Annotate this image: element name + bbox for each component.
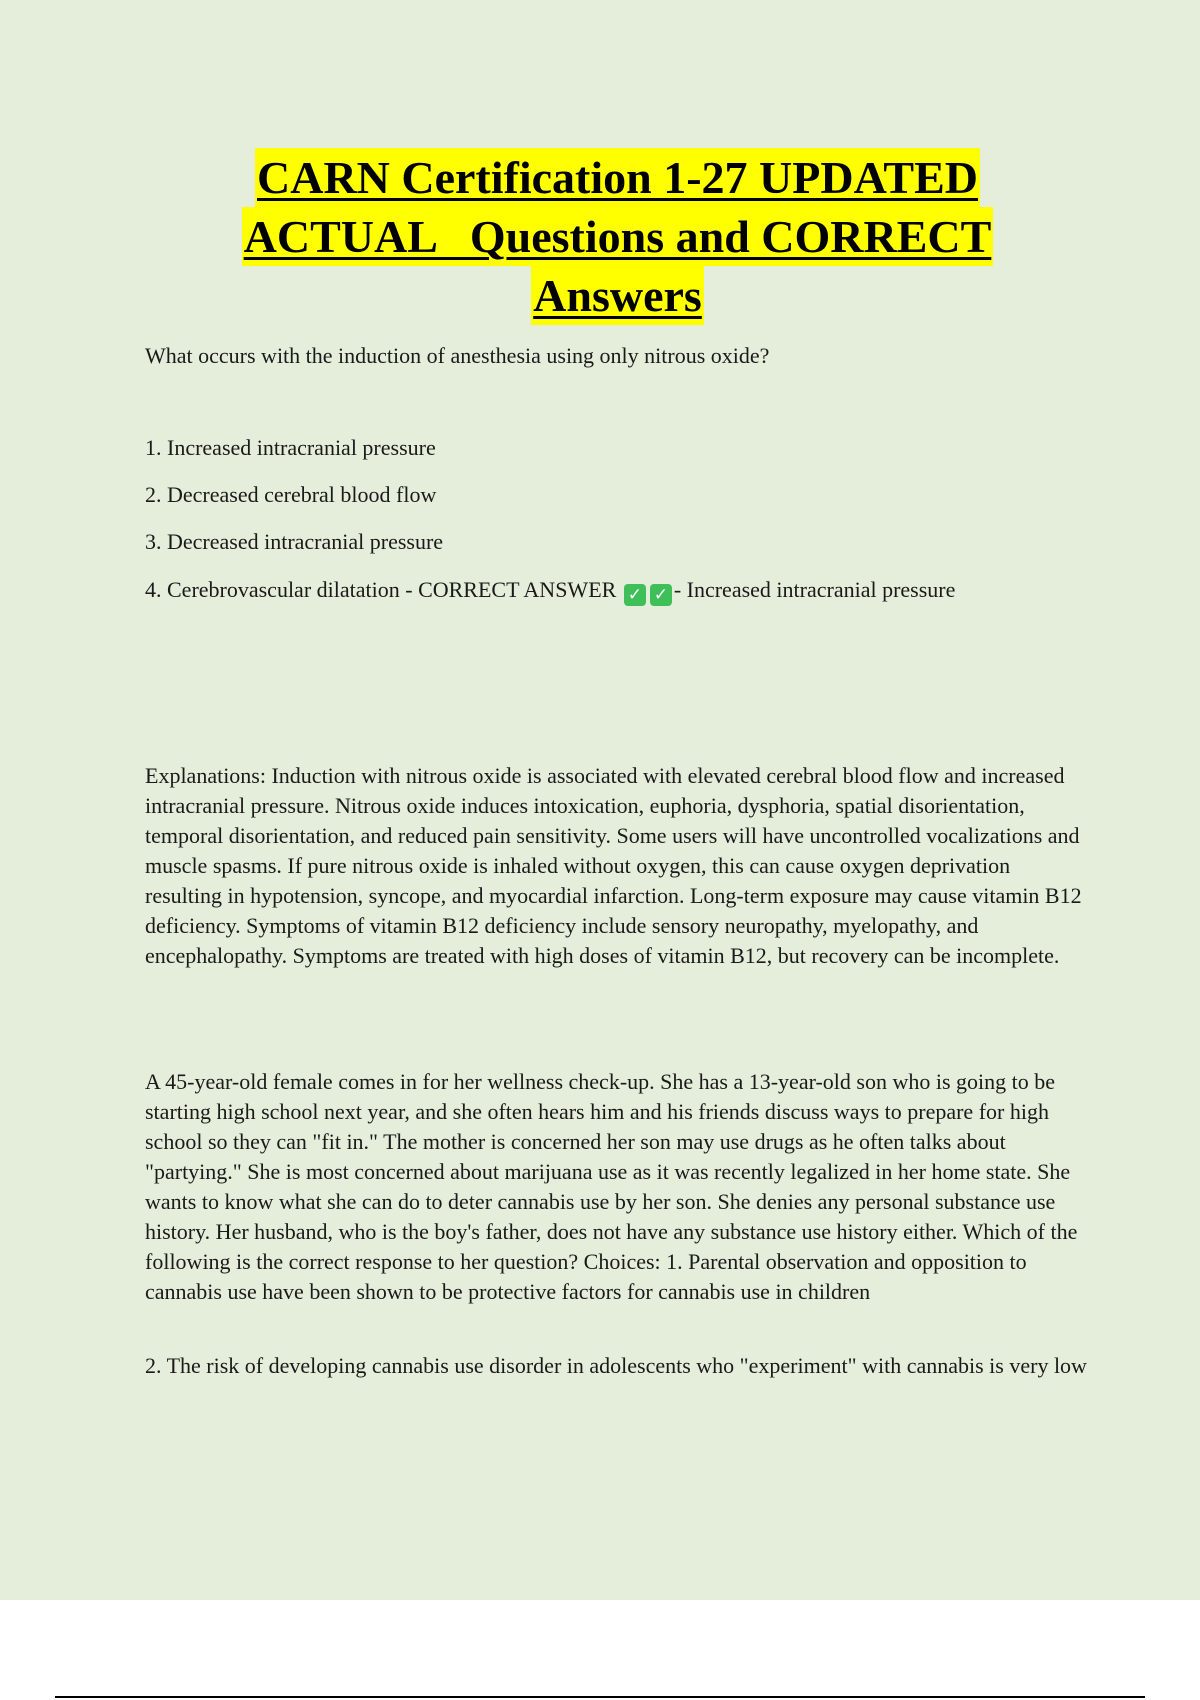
question-2-option-2: 2. The risk of developing cannabis use disorder in adolescents who "experiment" with cannabis is very low — [145, 1353, 1087, 1378]
title-line-1: CARN Certification 1-27 UPDATED — [255, 148, 980, 207]
question-1-option-1: 1. Increased intracranial pressure — [145, 435, 436, 460]
question-1-explanation: Explanations: Induction with nitrous oxide is associated with elevated cerebral blood flow and increased intracranial pressure. Nitrous oxide induces intoxication, euphoria, dysphoria, spatial disorientation, temporal disorientation, and reduced pain sensitivity. Some users will have uncontrolled vocalizations and muscle spasms. If pure nitrous oxide is inhaled without oxygen, this can cause oxygen deprivation resulting in hypotension, syncope, and myocardial infarction. Long-term exposure may cause vitamin B12 deficiency. Symptoms of vitamin B12 deficiency include sensory neuropathy, myelopathy, and encephalopathy. Symptoms are treated with high doses of vitamin B12, but recovery can be incomplete. — [145, 763, 1082, 968]
correct-answer-text: - Increased intracranial pressure — [673, 577, 956, 602]
question-1-text: What occurs with the induction of anesthesia using only nitrous oxide? — [145, 343, 770, 368]
option-4-text: 4. Cerebrovascular dilatation - CORRECT ANSWER — [145, 577, 617, 602]
document-title — [145, 148, 1090, 325]
title-line-2: ACTUAL Questions and CORRECT — [242, 207, 994, 266]
question-1-option-3: 3. Decreased intracranial pressure — [145, 529, 444, 554]
title-line-3: Answers — [531, 266, 704, 325]
question-2-text: A 45-year-old female comes in for her wellness check-up. She has a 13-year-old son who is going to be starting high school next year, and she often hears him and his friends discuss ways to prepare for high school so they can "fit in." The mother is concerned her son may use drugs as he often talks about "partying." She is most concerned about marijuana use as it was recently legalized in her home state. She wants to know what she can do to deter cannabis use by her son. She denies any personal substance use history. Her husband, who is the boy's father, does not have any substance use history either. Which of the following is the correct response to her question? Choices: 1. Parental observation and opposition to cannabis use have been shown to be protective factors for cannabis use in children — [145, 1069, 1078, 1304]
footer-divider — [55, 1696, 1145, 1698]
check-mark-icon: ✓ — [624, 584, 646, 606]
question-1-option-2: 2. Decreased cerebral blood flow — [145, 482, 437, 507]
check-mark-icon: ✓ — [650, 584, 672, 606]
question-1-option-4 — [145, 575, 955, 606]
